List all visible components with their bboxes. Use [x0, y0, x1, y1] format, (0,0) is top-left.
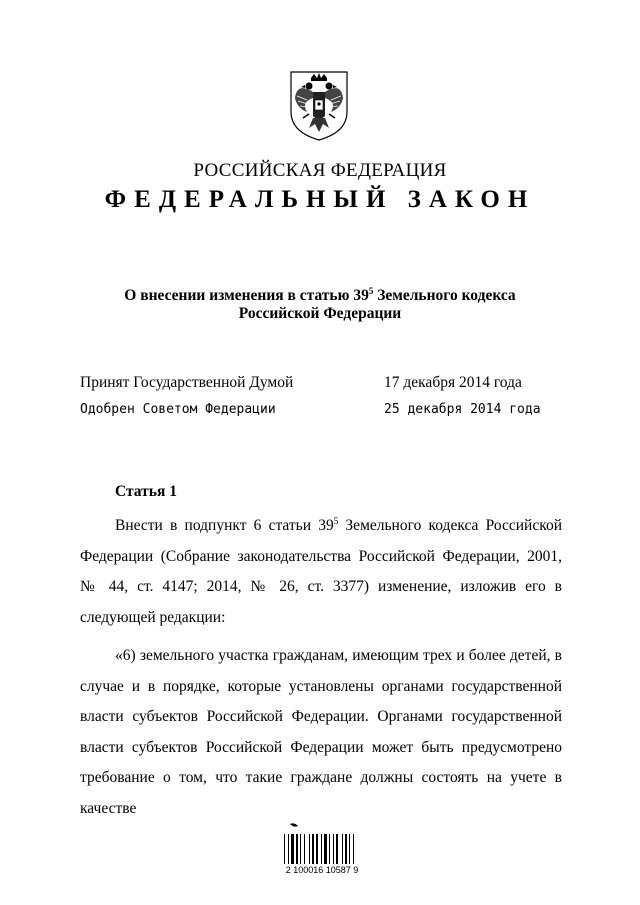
country-name: РОССИЙСКАЯ ФЕДЕРАЦИЯ — [193, 160, 447, 181]
law-title-line1: О внесении изменения в статью $39^5$ Земельного кодекса — [124, 285, 516, 304]
article-paragraph-1: Внести в подпункт 6 статьи $39^5$ Земельного кодекса Российской Федерации (Собрание законодательства Российской Федерации, 2001, № 44, ст. 4147; 2014, № 26, ст. 3377) изменение, изложив его в следующей редакции: — [80, 515, 562, 626]
coat-of-arms-icon — [287, 68, 351, 142]
approved-by-council-label: Одобрен Советом Федерации — [80, 402, 276, 417]
adopted-by-duma-label: Принят Государственной Думой — [80, 374, 294, 391]
adopted-by-duma-date: 17 декабря 2014 года — [384, 374, 522, 391]
article-paragraph-2: «6) земельного участка гражданам, имеющим трех и более детей, в случае и в порядке, которые установлены органами государственной власти субъектов Российской Федерации. Органами государственной власти субъектов Российской Федерации может быть предусмотрено требование о том, что такие граждане должны состоять на учете в качестве — [80, 647, 562, 817]
article-heading: Статья 1 — [115, 483, 177, 500]
law-title-line2: Российской Федерации — [238, 305, 402, 322]
document-type: ФЕДЕРАЛЬНЫЙ ЗАКОН — [104, 186, 536, 213]
approved-by-council-date: 25 декабря 2014 года — [384, 402, 541, 417]
barcode-number: 2 100016 10587 9 — [285, 865, 359, 875]
